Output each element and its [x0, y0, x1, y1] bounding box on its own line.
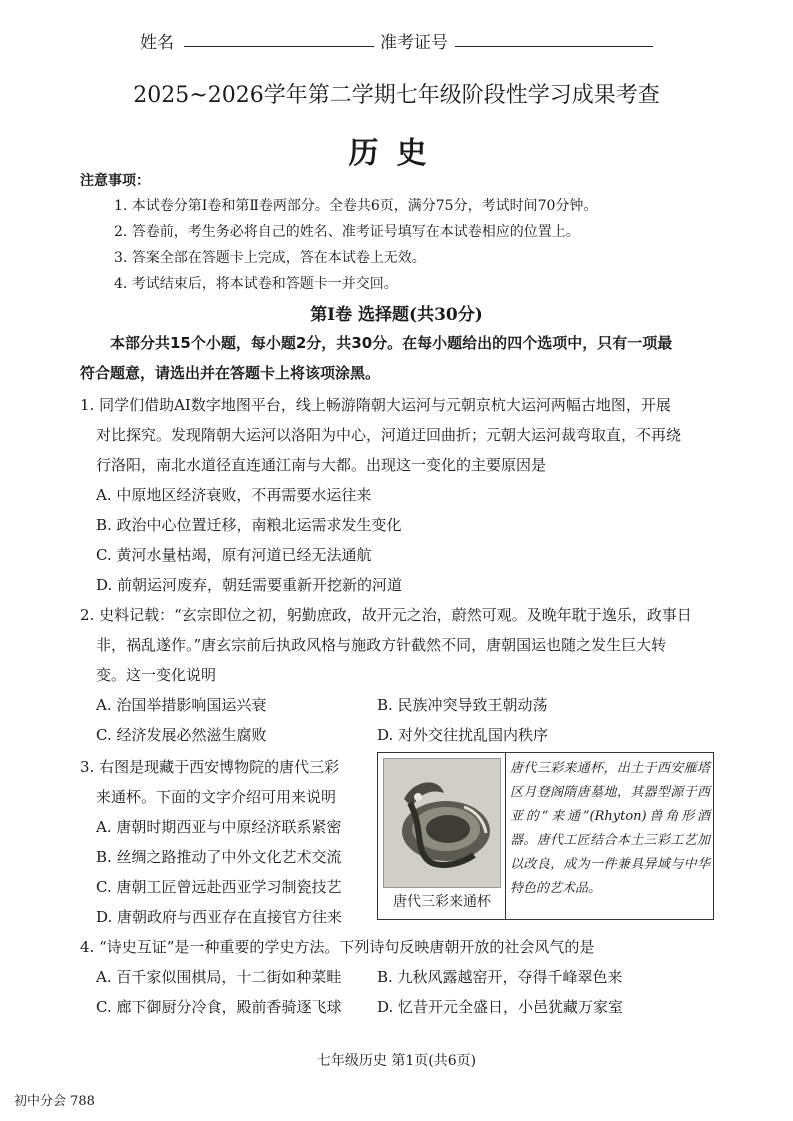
option-a: A. 百千家似围棋局，十二街如种菜畦	[96, 968, 342, 986]
option-d: D. 忆昔开元全盛日，小邑犹藏万家室	[377, 998, 624, 1016]
option-c: C. 廊下御厨分冷食，殿前香骑逐飞球	[96, 998, 342, 1016]
figure-box	[377, 752, 714, 920]
id-label: 准考证号	[380, 33, 448, 53]
name-label: 姓名	[140, 33, 174, 53]
section-intro-line: 本部分共15个小题，每小题2分，共30分。在每小题给出的四个选项中，只有一项最	[110, 334, 673, 352]
section-title: 第Ⅰ卷 选择题(共30分)	[310, 305, 483, 325]
page-footer: 七年级历史 第1页(共6页)	[316, 1053, 477, 1069]
notice-item: 4. 考试结束后，将本试卷和答题卡一并交回。	[114, 276, 398, 292]
option-b: B. 民族冲突导致王朝动荡	[377, 696, 548, 714]
notice-item: 1. 本试卷分第Ⅰ卷和第Ⅱ卷两部分。全卷共6页，满分75分，考试时间70分钟。	[114, 198, 598, 214]
question-line: 4. “诗史互证”是一种重要的学史方法。下列诗句反映唐朝开放的社会风气的是	[80, 938, 595, 956]
question-line: 2. 史料记载：“玄宗即位之初，躬勤庶政，故开元之治，蔚然可观。及晚年耽于逸乐，政事日	[80, 606, 692, 624]
question-line: 来通杯。下面的文字介绍可用来说明	[96, 788, 337, 806]
option-b: B. 政治中心位置迁移，南粮北运需求发生变化	[96, 516, 402, 534]
id-blank	[455, 46, 653, 47]
option-c: C. 唐朝工匠曾远赴西亚学习制瓷技艺	[96, 878, 342, 896]
question-line: 行洛阳，南北水道径直连通江南与大都。出现这一变化的主要原因是	[96, 456, 547, 474]
question-line: 1. 同学们借助AI数字地图平台，线上畅游隋朝大运河与元朝京杭大运河两幅古地图，开展	[80, 396, 671, 414]
question-line: 变。这一变化说明	[96, 666, 217, 684]
notice-item: 3. 答案全部在答题卡上完成，答在本试卷上无效。	[114, 250, 426, 266]
section-intro-line: 符合题意，请选出并在答题卡上将该项涂黑。	[80, 364, 381, 382]
subject-title: 历史	[348, 136, 445, 171]
notice-item: 2. 答卷前，考生务必将自己的姓名、准考证号填写在本试卷相应的位置上。	[114, 224, 580, 240]
corner-mark: 初中分会 788	[14, 1094, 95, 1109]
figure-description: 唐代三彩来通杯，出土于西安雁塔区月登阁隋唐墓地，其器型源于西亚的“来通”(Rhyton)兽角形酒器。唐代工匠结合本土三彩工艺加以改良，成为一件兼具异域与中华特色的艺术品。	[510, 761, 710, 896]
option-b: B. 九秋风露越窑开，夺得千峰翠色来	[377, 968, 623, 986]
option-d: D. 唐朝政府与西亚存在直接官方往来	[96, 908, 343, 926]
figure-divider	[505, 753, 506, 919]
exam-title: 2025~2026学年第二学期七年级阶段性学习成果考查	[133, 83, 660, 108]
question-line: 对比探究。发现隋朝大运河以洛阳为中心，河道迂回曲折；元朝大运河裁弯取直，不再绕	[96, 426, 682, 444]
name-blank	[184, 46, 374, 47]
option-d: D. 前朝运河废弃，朝廷需要重新开挖新的河道	[96, 576, 403, 594]
question-line: 3. 右图是现藏于西安博物院的唐代三彩	[80, 758, 340, 776]
option-a: A. 唐朝时期西亚与中原经济联系紧密	[96, 818, 342, 836]
question-line: 非，祸乱遂作。”唐玄宗前后执政风格与施政方针截然不同，唐朝国运也随之发生巨大转	[96, 636, 667, 654]
option-c: C. 经济发展必然滋生腐败	[96, 726, 267, 744]
option-d: D. 对外交往扰乱国内秩序	[377, 726, 549, 744]
notice-title: 注意事项：	[80, 173, 150, 189]
option-a: A. 中原地区经济衰败，不再需要水运往来	[96, 486, 372, 504]
option-b: B. 丝绸之路推动了中外文化艺术交流	[96, 848, 342, 866]
figure-caption: 唐代三彩来通杯	[393, 894, 491, 910]
option-c: C. 黄河水量枯竭，原有河道已经无法通航	[96, 546, 372, 564]
option-a: A. 治国举措影响国运兴衰	[96, 696, 267, 714]
rhyton-cup-image	[383, 758, 501, 888]
